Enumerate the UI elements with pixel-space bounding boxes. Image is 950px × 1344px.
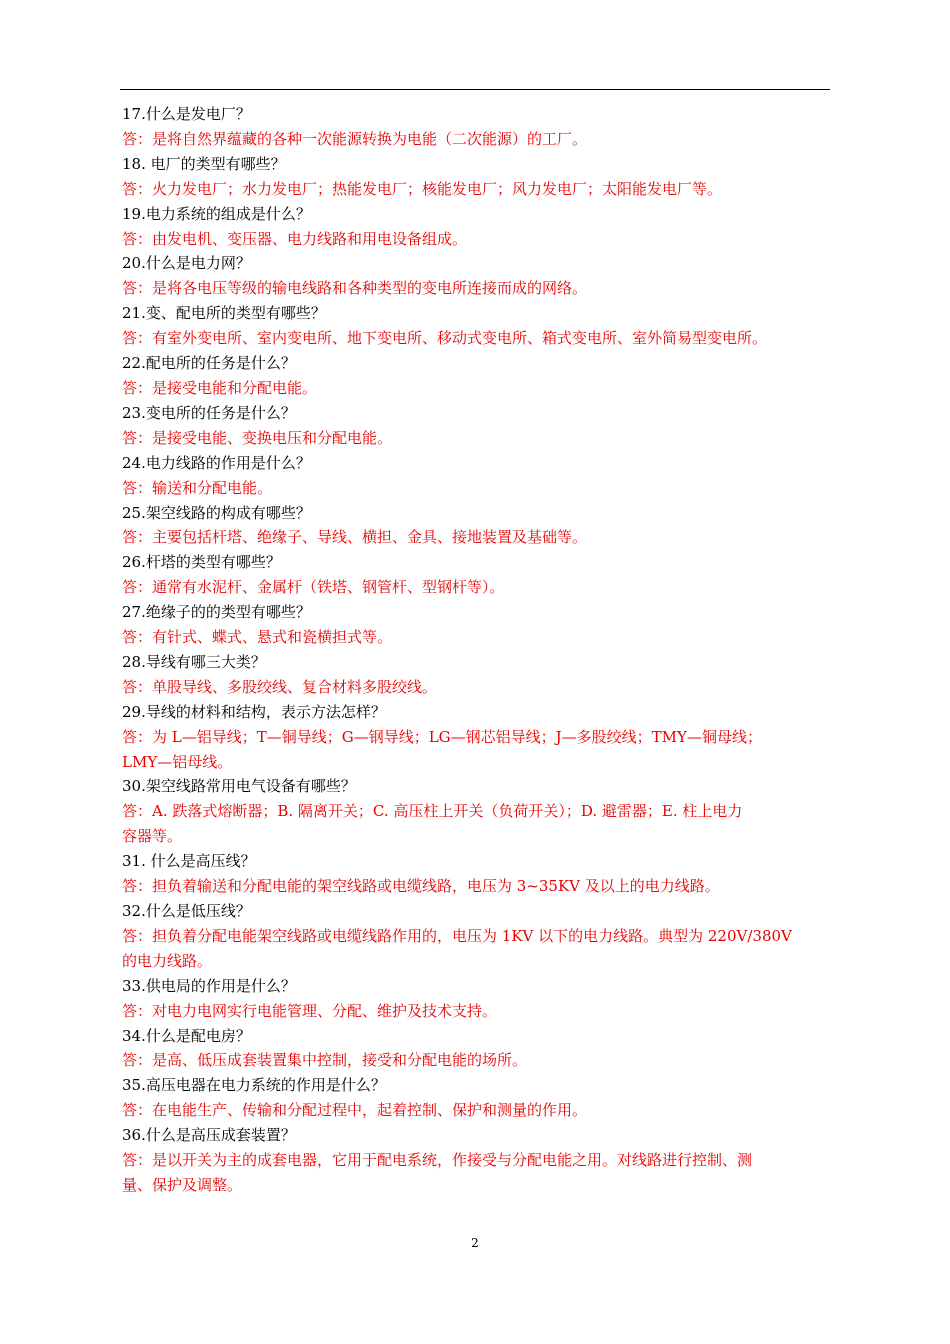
answer: 答：有针式、蝶式、悬式和瓷横担式等。	[122, 628, 393, 647]
question: 26.杆塔的类型有哪些？	[122, 553, 281, 572]
answer: 答：是以开关为主的成套电器，它用于配电系统，作接受与分配电能之用。对线路进行控制、测	[122, 1151, 753, 1170]
question: 17.什么是发电厂？	[122, 105, 251, 123]
question: 34.什么是配电房？	[122, 1026, 251, 1045]
question: 18. 电厂的类型有哪些？	[122, 154, 286, 173]
question: 36.什么是高压成套装置？	[122, 1126, 296, 1145]
answer: 答：对电力电网实行电能管理、分配、维护及技术支持。	[122, 1001, 498, 1020]
answer: 答：是接受电能和分配电能。	[122, 378, 318, 397]
answer: 答：火力发电厂；水力发电厂；热能发电厂；核能发电厂；风力发电厂；太阳能发电厂等。	[122, 179, 723, 198]
qa-content	[122, 102, 844, 1198]
question: 22.配电所的任务是什么？	[122, 354, 296, 373]
answer: 答：由发电机、变压器、电力线路和用电设备组成。	[122, 229, 468, 248]
question: 21.变、配电所的类型有哪些？	[122, 304, 326, 323]
question: 25.架空线路的构成有哪些？	[122, 503, 311, 522]
header-rule	[120, 89, 830, 90]
answer-continuation: 容器等。	[122, 827, 183, 846]
answer: 答：主要包括杆塔、绝缘子、导线、横担、金具、接地装置及基础等。	[122, 528, 588, 547]
question: 27.绝缘子的的类型有哪些？	[122, 603, 311, 622]
answer: 答：是将自然界蕴藏的各种一次能源转换为电能（二次能源）的工厂。	[122, 129, 588, 148]
answer: 答：担负着分配电能架空线路或电缆线路作用的，电压为 1KV 以下的电力线路。典型为 220V/380V	[122, 926, 792, 945]
answer-continuation: 量、保护及调整。	[122, 1175, 243, 1194]
answer-continuation: 的电力线路。	[122, 951, 213, 970]
question: 28.导线有哪三大类？	[122, 652, 266, 671]
answer: 答：是接受电能、变换电压和分配电能。	[122, 428, 393, 447]
answer-continuation: LMY—铝母线。	[122, 752, 233, 771]
question: 35.高压电器在电力系统的作用是什么？	[122, 1076, 386, 1095]
answer: 答：单股导线、多股绞线、复合材料多股绞线。	[122, 677, 438, 696]
question: 33.供电局的作用是什么？	[122, 976, 296, 995]
question: 20.什么是电力网？	[122, 254, 251, 273]
question: 31. 什么是高压线？	[122, 852, 256, 871]
answer: 答：在电能生产、传输和分配过程中，起着控制、保护和测量的作用。	[122, 1101, 588, 1120]
answer: 答：担负着输送和分配电能的架空线路或电缆线路，电压为 3~35KV 及以上的电力线路。	[122, 877, 720, 896]
answer: 答：是将各电压等级的输电线路和各种类型的变电所连接而成的网络。	[122, 279, 588, 298]
question: 29.导线的材料和结构，表示方法怎样？	[122, 702, 386, 721]
question: 23.变电所的任务是什么？	[122, 403, 296, 422]
question: 30.架空线路常用电气设备有哪些？	[122, 777, 356, 796]
answer: 答：A. 跌落式熔断器；B. 隔离开关；C. 高压柱上开关（负荷开关）；D. 避雷器；E. 柱上电力	[122, 802, 743, 821]
answer: 答：有室外变电所、室内变电所、地下变电所、移动式变电所、箱式变电所、室外简易型变电所。	[122, 329, 768, 348]
question: 24.电力线路的作用是什么？	[122, 453, 311, 472]
page-number: 2	[471, 1236, 479, 1250]
answer: 答：为 L—铝导线；T—铜导线；G—钢导线；LG—钢芯铝导线；J—多股绞线；TMY—铜母线；	[122, 727, 762, 746]
answer: 答：输送和分配电能。	[122, 478, 273, 497]
question: 19.电力系统的组成是什么？	[122, 204, 311, 223]
answer: 答：通常有水泥杆、金属杆（铁塔、钢管杆、型钢杆等）。	[122, 578, 505, 597]
question: 32.什么是低压线？	[122, 902, 251, 920]
answer: 答：是高、低压成套装置集中控制，接受和分配电能的场所。	[122, 1051, 528, 1070]
